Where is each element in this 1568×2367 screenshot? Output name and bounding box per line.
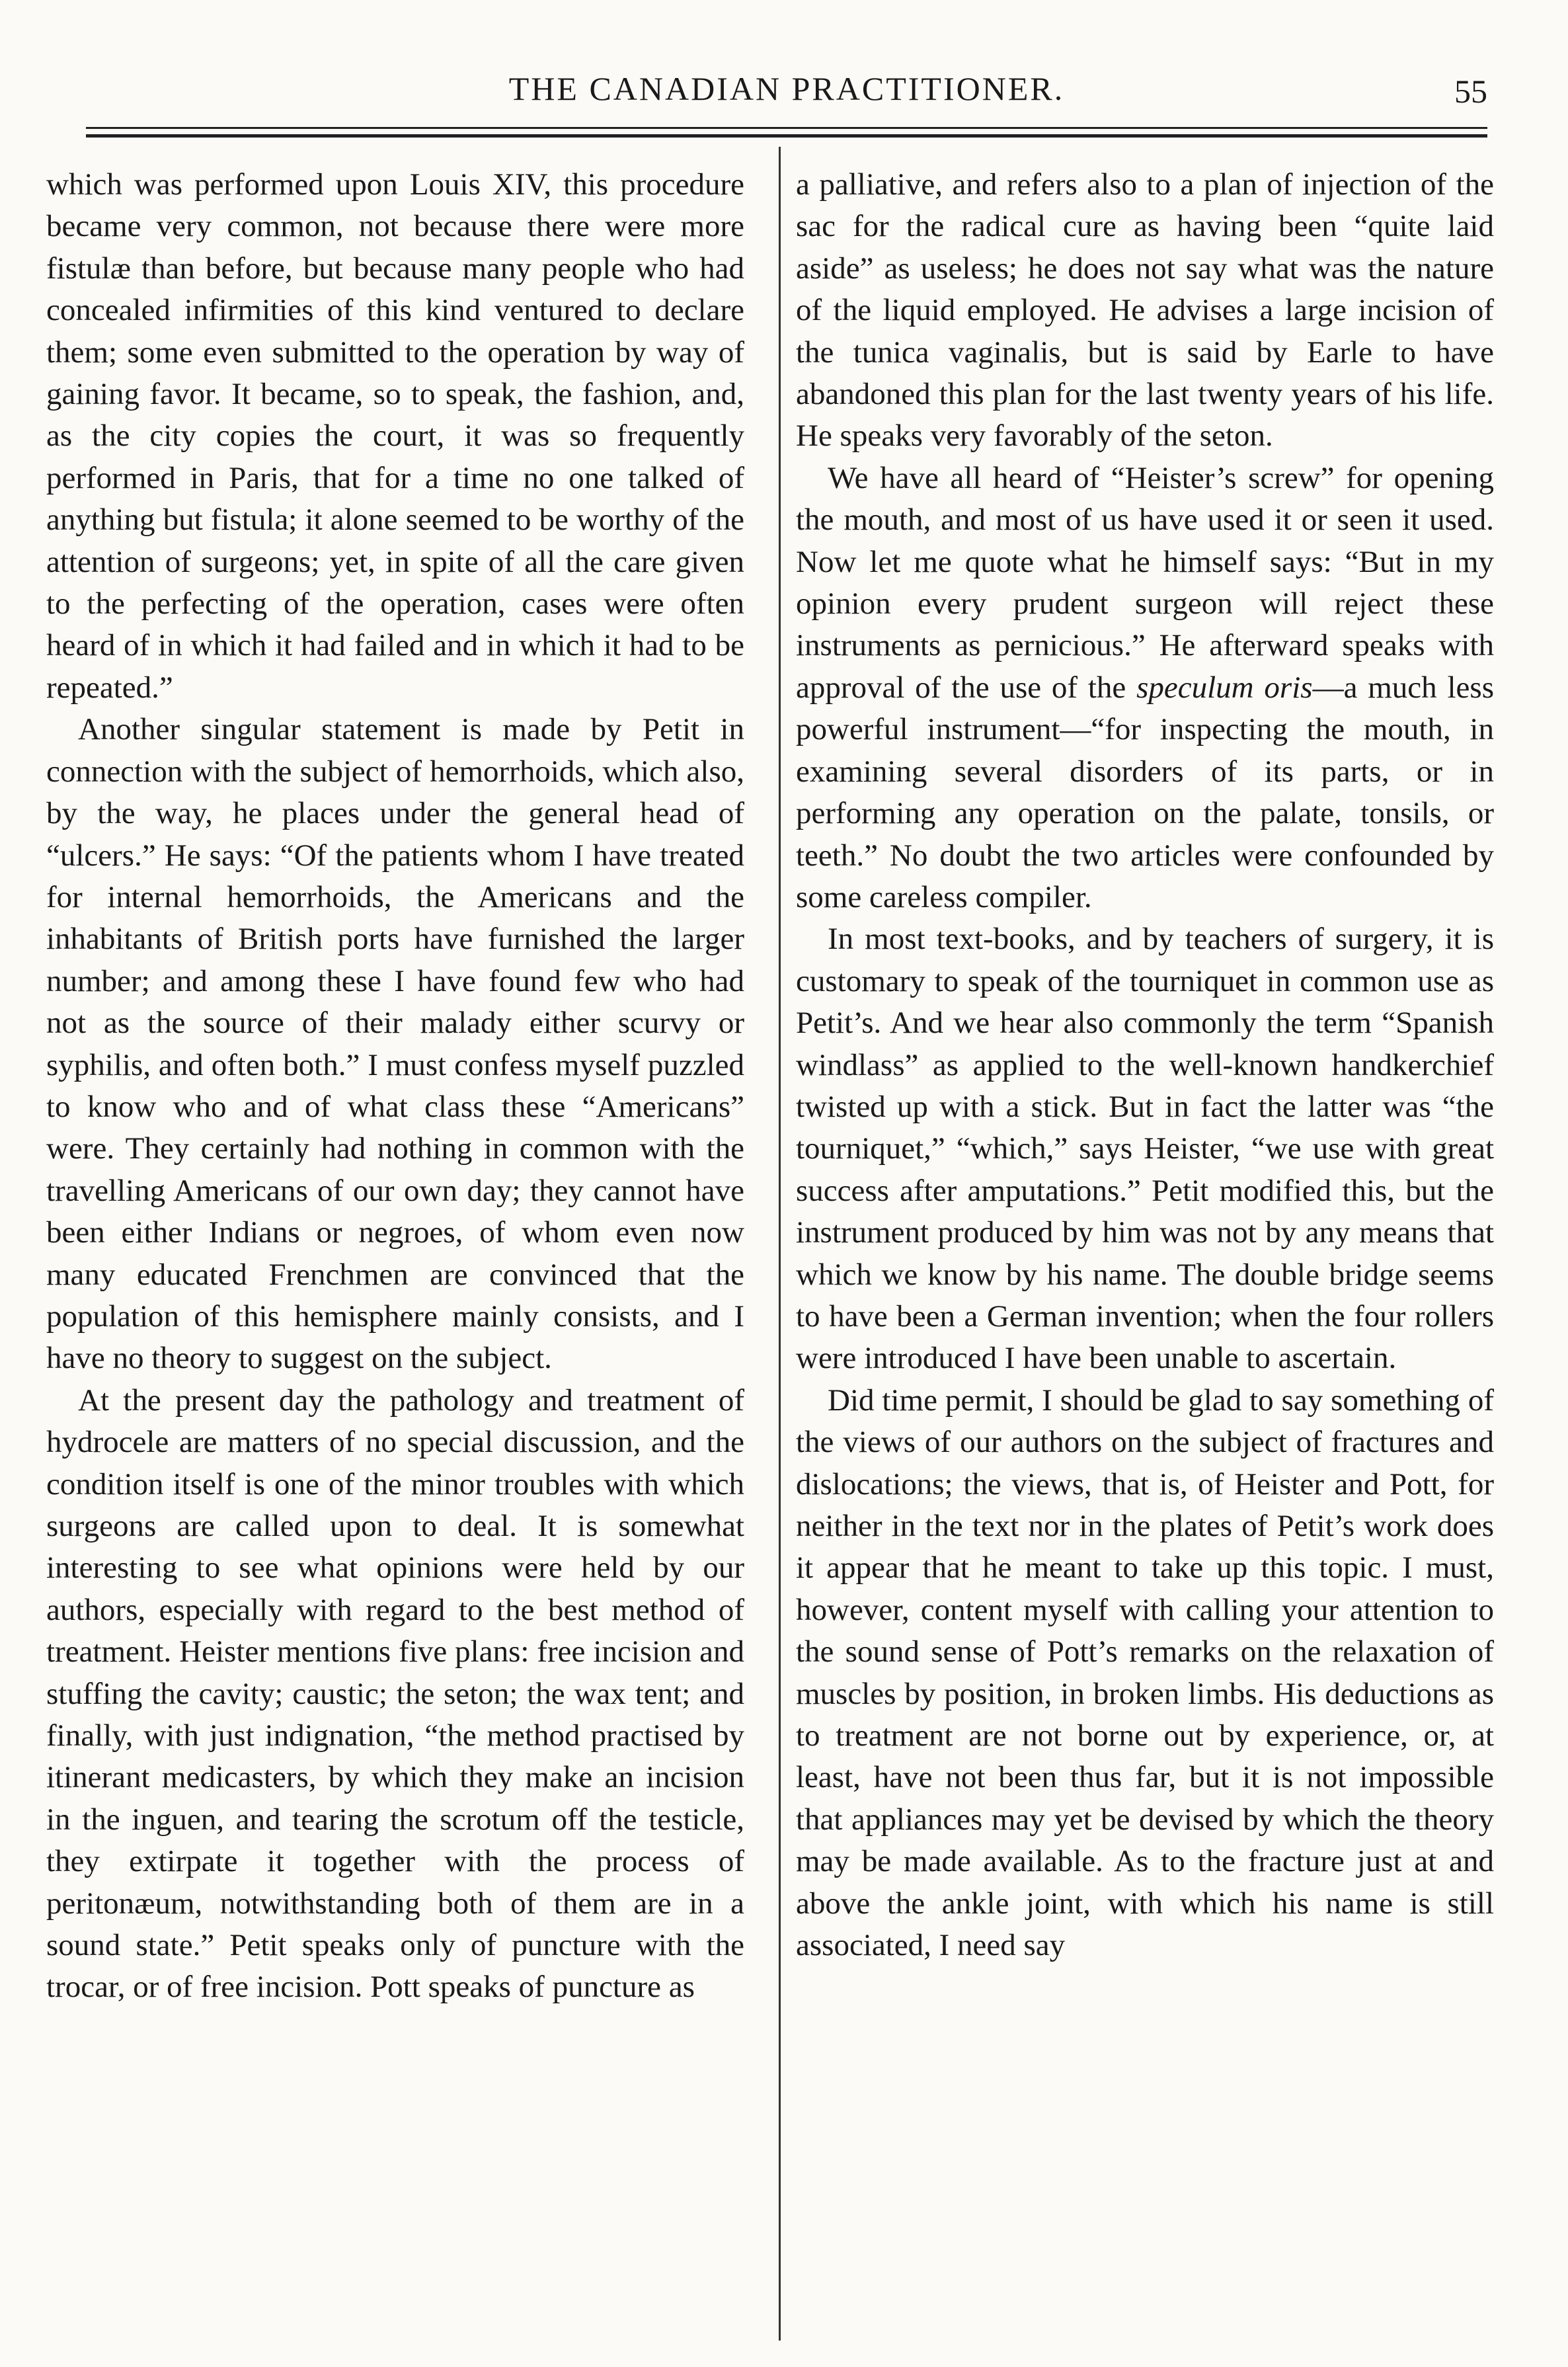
paragraph: which was performed upon Louis XIV, this procedure became very common, not because there were more fistulæ than before, but because many people who had concealed infirmities of this kind ventured to declare them; some even submitted to the operation by way of gaining favor. It became, so to speak, the fashion, and, as the city copies the court, it was so frequently performed in Paris, that for a time no one talked of anything but fistula; it alone seemed to be worthy of the attention of surgeons; yet, in spite of all the care given to the perfecting of the operation, cases were often heard of in which it had failed and in which it had to be repeated.”	[46, 167, 744, 705]
paragraph: In most text-books, and by teachers of surgery, it is customary to speak of the tourniquet in common use as Petit’s. And we hear also commonly the term “Spanish windlass” as applied to the well-known handkerchief twisted up with a stick. But in fact the latter was “the tourniquet,” “which,” says Heister, “we use with great success after amputations.” Petit modified this, but the instrument produced by him was not by any means that which we know by his name. The double bridge seems to have been a German invention; when the four rollers were introduced I have been unable to ascertain.	[796, 922, 1494, 1376]
column-divider	[779, 147, 781, 2341]
paragraph: Another singular statement is made by Petit in connection with the subject of hemorrhoids, which also, by the way, he places under the general head of “ulcers.” He says: “Of the patients whom I have treated for internal hemorrhoids, the Americans and the inhabitants of British ports have furnished the larger number; and among these I have found few who had not as the source of their malady either scurvy or syphilis, and often both.” I must confess myself puzzled to know who and of what class these “Americans” were. They certainly had nothing in common with the travelling Americans of our own day; they cannot have been either Indians or negroes, of whom even now many educated Frenchmen are convinced that the population of this hemisphere mainly consists, and I have no theory to suggest on the subject.	[46, 712, 744, 1376]
paragraph: Did time permit, I should be glad to say something of the views of our authors on the subject of fractures and dislocations; the views, that is, of Heister and Pott, for neither in the text nor in the plates of Petit’s work does it appear that he meant to take up this topic. I must, however, content myself with calling your attention to the sound sense of Pott’s remarks on the relaxation of muscles by position, in broken limbs. His deductions as to treatment are not borne out by experience, or, at least, have not been thus far, but it is not impossible that appliances may yet be devised by which the theory may be made available. As to the fracture just at and above the ankle joint, with which his name is still associated, I need say	[796, 1383, 1494, 1963]
page-number: 55	[1454, 73, 1487, 110]
header-rule-thin	[86, 127, 1487, 129]
paragraph-text: We have all heard of “Heister’s screw” for opening the mouth, and most of us have used it or seen it used. Now let me quote what he himself says: “But in my opinion every prudent surgeon will reject these instruments as pernicious.” He afterward speaks with approval of the use of the	[796, 460, 1494, 705]
paragraph-text: —a much less powerful instrument—“for inspecting the mouth, in examining several disorders of its parts, or in performing any operation on the palate, tonsils, or teeth.” No doubt the two articles were confounded by some careless compiler.	[796, 670, 1494, 914]
page-header	[86, 69, 1487, 122]
running-title: THE CANADIAN PRACTITIONER.	[508, 70, 1065, 107]
paragraph: At the present day the pathology and treatment of hydrocele are matters of no special discussion, and the condition itself is one of the minor troubles with which surgeons are called upon to deal. It is somewhat interesting to see what opinions were held by our authors, especially with regard to the best method of treatment. Heister mentions five plans: free incision and stuffing the cavity; caustic; the seton; the wax tent; and finally, with just indignation, “the method practised by itinerant medicasters, by which they make an incision in the inguen, and tearing the scrotum off the testicle, they extirpate it together with the process of peritonæum, notwithstanding both of them are in a sound state.” Petit speaks only of puncture with the trocar, or of free incision. Pott speaks of puncture as	[46, 1383, 744, 2005]
header-rule-thick	[86, 134, 1487, 138]
left-column	[46, 164, 744, 2306]
paragraph	[796, 458, 1494, 918]
italic-term: speculum oris	[1136, 670, 1313, 705]
paragraph: a palliative, and refers also to a plan of injection of the sac for the radical cure as having been “quite laid aside” as useless; he does not say what was the nature of the liquid employed. He advises a large incision of the tunica vaginalis, but is said by Earle to have abandoned this plan for the last twenty years of his life. He speaks very favorably of the seton.	[796, 167, 1494, 454]
right-column	[796, 164, 1494, 2306]
